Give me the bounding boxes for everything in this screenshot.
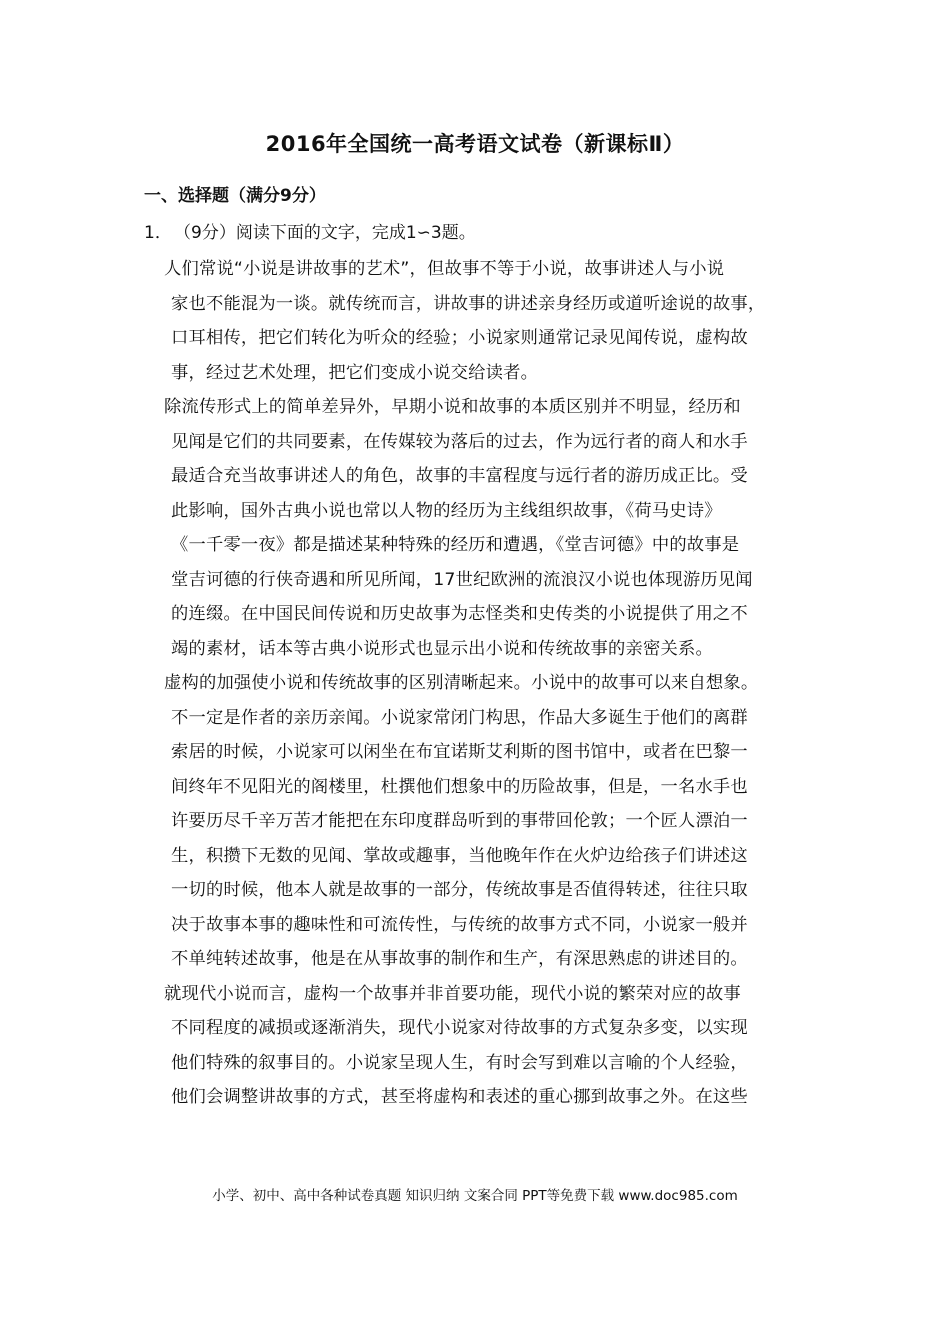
passage-line: 他们会调整讲故事的方式，甚至将虚构和表述的重心挪到故事之外。在这些 <box>171 1087 748 1107</box>
passage-line: 决于故事本事的趣味性和可流传性，与传统的故事方式不同，小说家一般并 <box>171 914 748 935</box>
passage-line: 虚构的加强使小说和传统故事的区别清晰起来。小说中的故事可以来自想象。 <box>164 673 759 693</box>
passage-line: 一切的时候，他本人就是故事的一部分，传统故事是否值得转述，往往只取 <box>171 880 748 900</box>
passage-paragraph-2 <box>144 390 824 666</box>
passage-line: 间终年不见阳光的阁楼里，杜撰他们想象中的历险故事，但是，一名水手也 <box>171 776 748 797</box>
passage-line: 生，积攒下无数的见闻、掌故或趣事，当他晚年作在火炉边给孩子们讲述这 <box>171 845 748 866</box>
reading-passage <box>144 252 824 1115</box>
question-line <box>144 218 476 243</box>
passage-line: 不一定是作者的亲历亲闻。小说家常闭门构思，作品大多诞生于他们的离群 <box>171 707 748 728</box>
passage-paragraph-4 <box>144 977 824 1115</box>
passage-line: 不同程度的减损或逐渐消失，现代小说家对待故事的方式复杂多变，以实现 <box>171 1018 748 1038</box>
passage-paragraph-1 <box>144 252 824 390</box>
passage-line: 见闻是它们的共同要素，在传媒较为落后的过去，作为远行者的商人和水手 <box>171 431 748 452</box>
passage-line: 索居的时候，小说家可以闲坐在布宜诺斯艾利斯的图书馆中，或者在巴黎一 <box>171 742 748 762</box>
passage-line: 事，经过艺术处理，把它们变成小说交给读者。 <box>171 362 539 383</box>
passage-line: 《一千零一夜》都是描述某种特殊的经历和遭遇，《堂吉诃德》中的故事是 <box>171 535 740 555</box>
passage-line: 竭的素材，话本等古典小说形式也显示出小说和传统故事的亲密关系。 <box>171 638 713 659</box>
section-heading: 一、选择题（满分9分） <box>144 186 326 206</box>
passage-paragraph-3 <box>144 666 824 977</box>
passage-line: 他们特殊的叙事目的。小说家呈现人生，有时会写到难以言喻的个人经验， <box>171 1052 748 1073</box>
passage-line: 最适合充当故事讲述人的角色，故事的丰富程度与远行者的游历成正比。受 <box>171 466 748 486</box>
question-instruction: （9分）阅读下面的文字，完成1∽3题。 <box>174 223 476 243</box>
passage-line: 家也不能混为一谈。就传统而言，讲故事的讲述亲身经历或道听途说的故事， <box>171 293 766 314</box>
question-number: 1． <box>144 223 172 243</box>
passage-line: 堂吉诃德的行侠奇遇和所见所闻，17世纪欧洲的流浪汉小说也体现游历见闻 <box>171 569 753 590</box>
page-footer: 小学、初中、高中各种试卷真题 知识归纳 文案合同 PPT等免费下载 www.doc985.com <box>212 1188 738 1204</box>
passage-line: 不单纯转述故事，他是在从事故事的制作和生产，有深思熟虑的讲述目的。 <box>171 949 748 969</box>
passage-line: 人们常说“小说是讲故事的艺术”，但故事不等于小说，故事讲述人与小说 <box>164 259 725 279</box>
passage-line: 除流传形式上的简单差异外，早期小说和故事的本质区别并不明显，经历和 <box>164 397 741 417</box>
page-title: 2016年全国统一高考语文试卷（新课标Ⅱ） <box>265 132 685 156</box>
passage-line: 此影响，国外古典小说也常以人物的经历为主线组织故事，《荷马史诗》 <box>171 500 722 521</box>
passage-line: 就现代小说而言，虚构一个故事并非首要功能，现代小说的繁荣对应的故事 <box>164 983 741 1004</box>
passage-line: 许要历尽千辛万苦才能把在东印度群岛听到的事带回伦敦；一个匠人漂泊一 <box>171 811 748 831</box>
passage-line: 口耳相传，把它们转化为听众的经验；小说家则通常记录见闻传说，虚构故 <box>171 328 748 348</box>
passage-line: 的连缀。在中国民间传说和历史故事为志怪类和史传类的小说提供了用之不 <box>171 604 748 624</box>
